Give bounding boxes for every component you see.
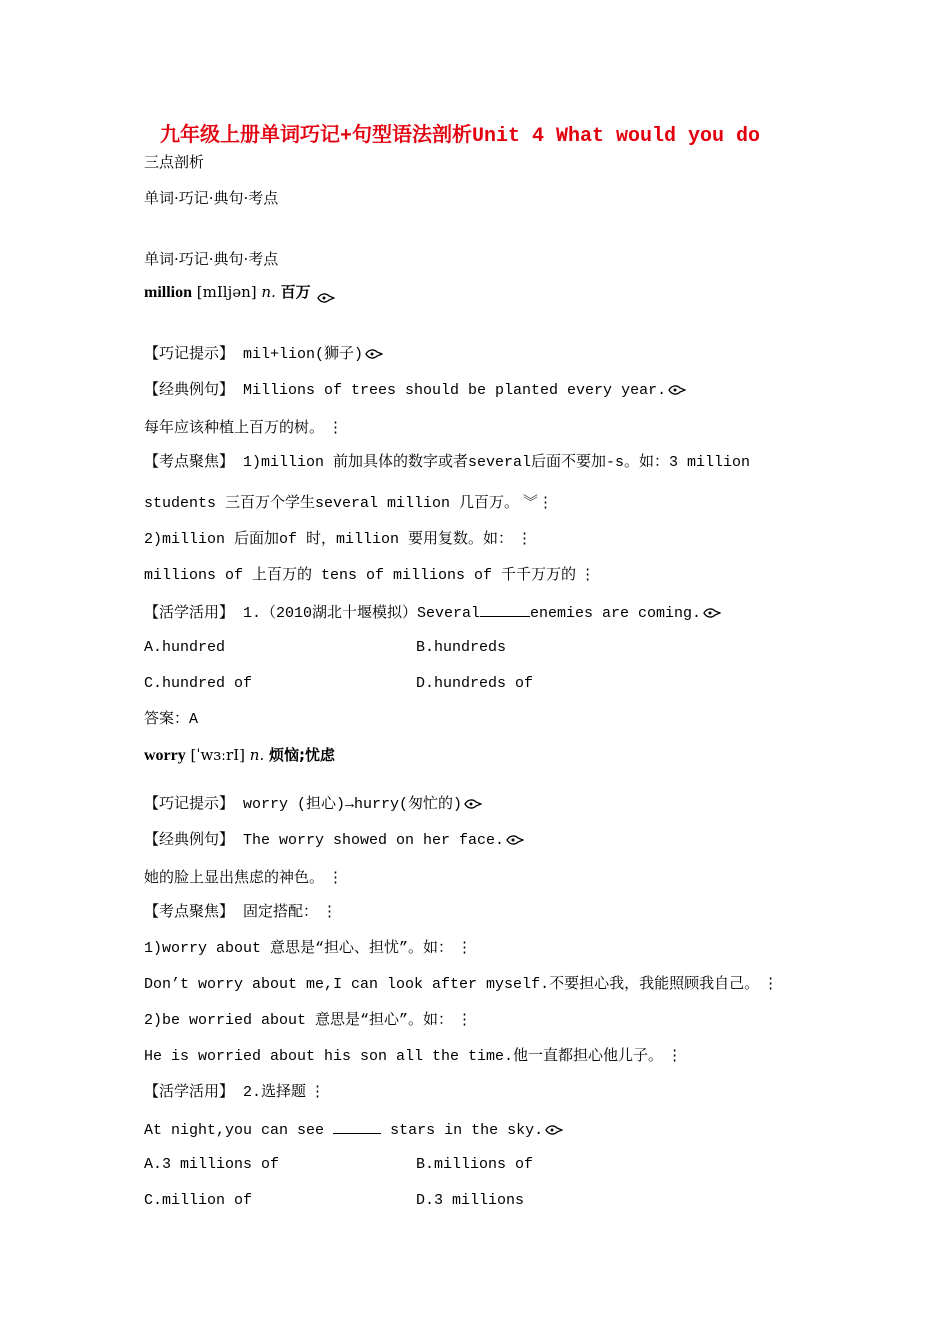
focus-point: students 三百万个学生several million 几百万。 ︾⋮ <box>144 495 554 512</box>
example-sentence: 【经典例句】 The worry showed on her face. <box>144 831 524 851</box>
option-a: A.3 millions of <box>144 1156 280 1173</box>
phonetic: [mIljən] <box>196 283 257 301</box>
hand-icon <box>703 607 721 619</box>
example-sentence: 【经典例句】 Millions of trees should be planted every year. <box>144 381 686 401</box>
subtitle: 三点剖析 <box>144 153 205 171</box>
focus-point: 1)worry about 意思是“担心、担忧”。如： ⋮ <box>144 940 473 957</box>
definition: 百万 <box>280 283 311 301</box>
option-b: B.millions of <box>416 1156 534 1173</box>
page-title: 九年级上册单词巧记+句型语法剖析Unit 4 What would you do <box>160 125 761 148</box>
hand-icon <box>506 834 524 846</box>
vocab-word: million <box>144 284 193 301</box>
focus-point: 【考点聚焦】 1)million 前加具体的数字或者several后面不要加-s。如：3 million <box>144 454 751 471</box>
practice-question: 【活学活用】 1.（2010湖北十堰模拟）Several enemies are coming. <box>144 602 721 624</box>
option-b: B.hundreds <box>416 639 507 656</box>
answer: 答案：A <box>144 711 199 728</box>
vocab-word: worry <box>144 747 186 764</box>
example-translation: 每年应该种植上百万的树。 ⋮ <box>144 418 344 436</box>
definition: 烦恼;忧虑 <box>269 746 335 764</box>
hand-icon <box>365 348 383 360</box>
option-d: D.3 millions <box>416 1192 525 1209</box>
part-of-speech: n. <box>249 746 265 764</box>
hand-icon <box>668 384 686 396</box>
focus-point: 【考点聚焦】 固定搭配： ⋮ <box>144 904 338 921</box>
vocab-entry-worry <box>144 745 335 766</box>
practice-question: 【活学活用】 2.选择题 ⋮ <box>144 1084 326 1101</box>
practice-question: At night,you can see stars in the sky. <box>144 1119 563 1141</box>
part-of-speech: n. <box>261 283 276 301</box>
vocab-entry-million <box>144 282 335 304</box>
option-c: C.hundred of <box>144 675 253 692</box>
memory-tip: 【巧记提示】 mil+lion(狮子) <box>144 345 383 365</box>
option-a: A.hundred <box>144 639 226 656</box>
section-heading: 单词·巧记·典句·考点 <box>144 189 279 207</box>
focus-example: Don’t worry about me,I can look after myself.不要担心我，我能照顾我自己。 ⋮ <box>144 976 779 993</box>
option-d: D.hundreds of <box>416 675 534 692</box>
focus-point: 2)million 后面加of 时，million 要用复数。如： ⋮ <box>144 531 533 548</box>
focus-point: 2)be worried about 意思是“担心”。如： ⋮ <box>144 1012 473 1029</box>
section-heading: 单词·巧记·典句·考点 <box>144 250 279 268</box>
example-translation: 她的脸上显出焦虑的神色。 ⋮ <box>144 868 344 886</box>
memory-tip: 【巧记提示】 worry (担心)→hurry(匆忙的) <box>144 795 482 815</box>
hand-icon <box>317 292 335 304</box>
answer-blank <box>333 1119 381 1134</box>
answer-blank <box>480 602 530 617</box>
option-c: C.million of <box>144 1192 253 1209</box>
hand-icon <box>464 798 482 810</box>
focus-point: millions of 上百万的 tens of millions of 千千万万的 ⋮ <box>144 567 596 584</box>
focus-example: He is worried about his son all the time.他一直都担心他儿子。 ⋮ <box>144 1048 683 1065</box>
phonetic: [ˈwɜːrI] <box>190 746 245 764</box>
hand-icon <box>545 1124 563 1136</box>
